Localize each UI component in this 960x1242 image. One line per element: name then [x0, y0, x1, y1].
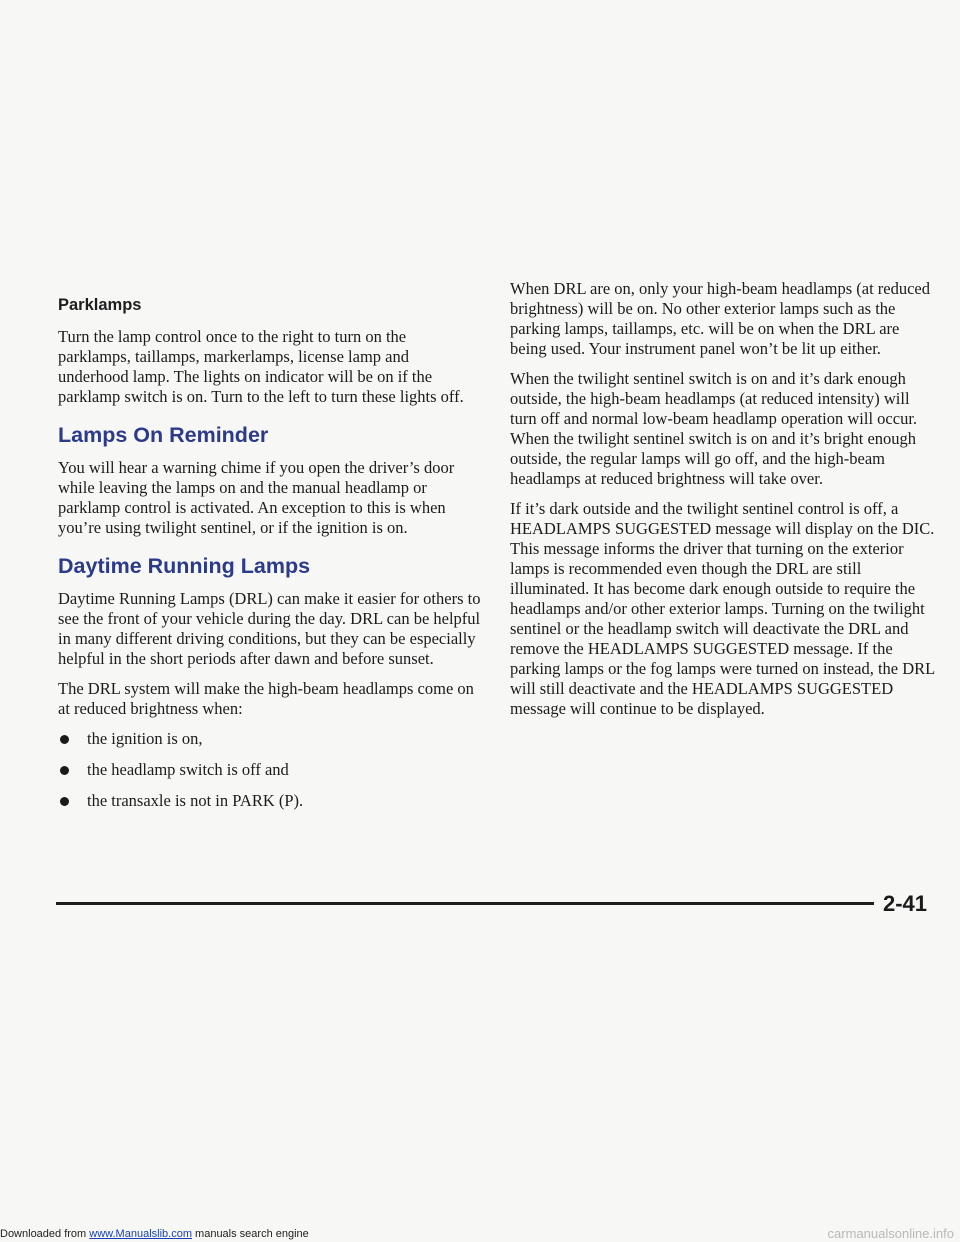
- daytime-running-lamps-heading: Daytime Running Lamps: [58, 554, 311, 578]
- drl-conditions-list: [58, 729, 483, 811]
- list-item-text: the headlamp switch is off and: [87, 760, 289, 779]
- manualslib-link[interactable]: www.Manualslib.com: [89, 1228, 192, 1240]
- drl-on-text: When DRL are on, only your high-beam headlamps (at reduced brightness) will be on. No other exterior lamps such as the parking lamps, taillamps, etc. will be on when the DRL are being used. Your instrument panel won’t be lit up either.: [510, 279, 930, 358]
- headlamps-suggested-text: If it’s dark outside and the twilight sentinel control is off, a HEADLAMPS SUGGESTED message will display on the DIC. This message informs the driver that turning on the exterior lamps is recommended even though the DRL are still illuminated. It has become dark enough outside to require the headlamps and/or other exterior lamps. Turning on the twilight sentinel or the headlamp switch will deactivate the DRL and remove the HEADLAMPS SUGGESTED message. If the parking lamps or the fog lamps were turned on instead, the DRL will still deactivate and the HEADLAMPS SUGGESTED message will continue to be displayed.: [510, 499, 935, 718]
- list-item: [58, 760, 483, 780]
- twilight-sentinel-text: When the twilight sentinel switch is on and it’s dark enough outside, the high-beam headlamps (at reduced intensity) will turn off and normal low-beam headlamp operation will occur. When the twilight sentinel switch is on and it’s bright enough outside, the regular lamps will go off, and the high-beam headlamps at reduced brightness will take over.: [510, 369, 918, 488]
- list-item-text: the ignition is on,: [87, 729, 203, 748]
- list-item-text: the transaxle is not in PARK (P).: [87, 791, 304, 810]
- list-item: [58, 729, 483, 749]
- bullet-icon: [60, 735, 69, 744]
- list-item: [58, 791, 483, 811]
- lamps-on-reminder-text: You will hear a warning chime if you open the driver’s door while leaving the lamps on and the manual headlamp or parklamp control is activated. An exception to this is when you’re using twilight sentinel, or if the ignition is on.: [58, 458, 455, 537]
- drl-text-1: Daytime Running Lamps (DRL) can make it easier for others to see the front of your vehicle during the day. DRL can be helpful in many different driving conditions, but they can be especially helpful in the short periods after dawn and before sunset.: [58, 589, 481, 668]
- page-number: 2-41: [883, 891, 928, 916]
- watermark: carmanualsonline.info: [827, 1226, 954, 1241]
- left-column: [58, 296, 483, 822]
- lamps-on-reminder-heading: Lamps On Reminder: [58, 423, 269, 447]
- bullet-icon: [60, 766, 69, 775]
- drl-text-2: The DRL system will make the high-beam headlamps come on at reduced brightness when:: [58, 679, 474, 718]
- footer-prefix: Downloaded from: [0, 1228, 90, 1240]
- download-footer: [0, 1228, 309, 1240]
- right-column: [510, 279, 940, 729]
- parklamps-heading: Parklamps: [58, 296, 142, 314]
- parklamps-text: Turn the lamp control once to the right to turn on the parklamps, taillamps, markerlamps, license lamp and underhood lamp. The lights on indicator will be on if the parklamp switch is on. Turn to the left to turn these lights off.: [58, 327, 464, 406]
- footer-suffix: manuals search engine: [191, 1228, 309, 1240]
- footer-rule: [56, 902, 874, 905]
- bullet-icon: [60, 797, 69, 806]
